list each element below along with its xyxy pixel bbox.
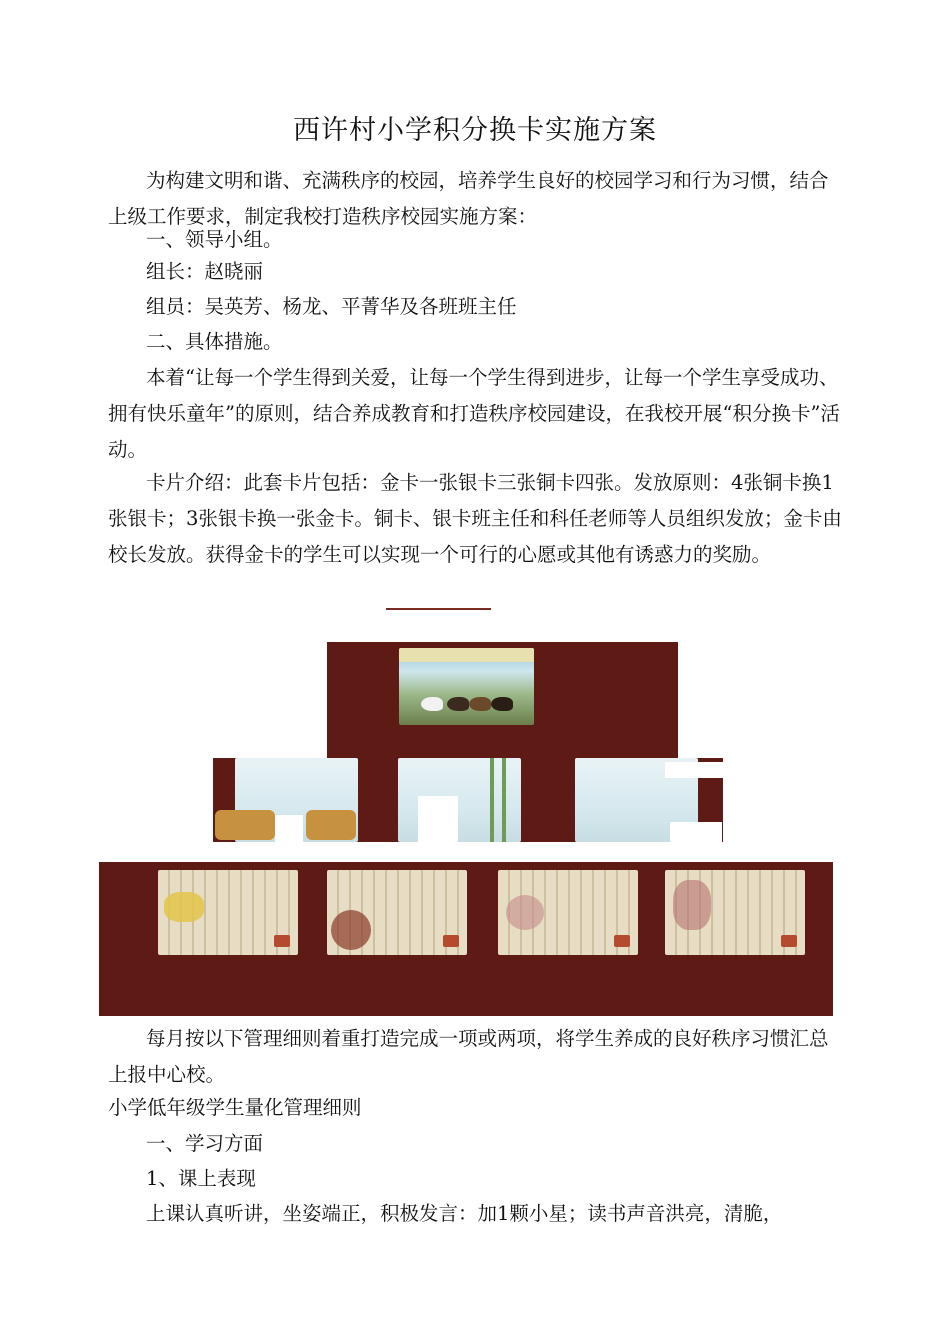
- redaction-block: [418, 796, 458, 842]
- measures-paragraph: 本着“让每一个学生得到关爱，让每一个学生得到进步，让每一个学生享受成功、拥有快乐童年”的原则，结合养成教育和打造秩序校园建设，在我校开展“积分换卡”活动。: [108, 366, 840, 461]
- class-performance-detail: 上课认真听讲，坐姿端正，积极发言：加1颗小星；读书声音洪亮，清脆，: [146, 1202, 783, 1225]
- redaction-block: [665, 762, 725, 778]
- gold-card-image: [399, 648, 534, 725]
- document-title: 西许村小学积分换卡实施方案: [293, 115, 657, 146]
- copper-card-image: [498, 870, 638, 955]
- cards-paragraph: 卡片介绍：此套卡片包括：金卡一张银卡三张铜卡四张。发放原则：4张铜卡换1张银卡；3张银卡换一张金卡。铜卡、银卡班主任和科任老师等人员组织发放；金卡由校长发放。获得金卡的学生可以实现一个可行的心愿或其他有诱惑力的奖励。: [108, 471, 842, 566]
- redaction-block: [275, 815, 303, 842]
- intro-paragraph: 为构建文明和谐、充满秩序的校园，培养学生良好的校园学习和行为习惯，结合上级工作要求，制定我校打造秩序校园实施方案：: [108, 169, 829, 228]
- silver-card-image: [398, 758, 521, 842]
- class-performance-heading: 1、课上表现: [146, 1167, 256, 1190]
- copper-card-image: [665, 870, 805, 955]
- monthly-paragraph: 每月按以下管理细则着重打造完成一项或两项，将学生养成的良好秩序习惯汇总上报中心校。: [108, 1027, 829, 1086]
- section-heading-measures: 二、具体措施。: [146, 330, 283, 353]
- members-line: 组员：吴英芳、杨龙、平菁华及各班班主任: [146, 295, 517, 318]
- study-heading: 一、学习方面: [146, 1132, 264, 1155]
- copper-card-image: [158, 870, 298, 955]
- divider-line: [386, 608, 491, 610]
- redaction-block: [670, 822, 722, 842]
- food-image: [306, 810, 356, 840]
- food-image: [215, 810, 275, 840]
- rules-title: 小学低年级学生量化管理细则: [108, 1096, 362, 1119]
- copper-card-image: [327, 870, 467, 955]
- leader-line: 组长：赵晓丽: [146, 260, 264, 283]
- section-heading-leadership: 一、领导小组。: [146, 228, 283, 251]
